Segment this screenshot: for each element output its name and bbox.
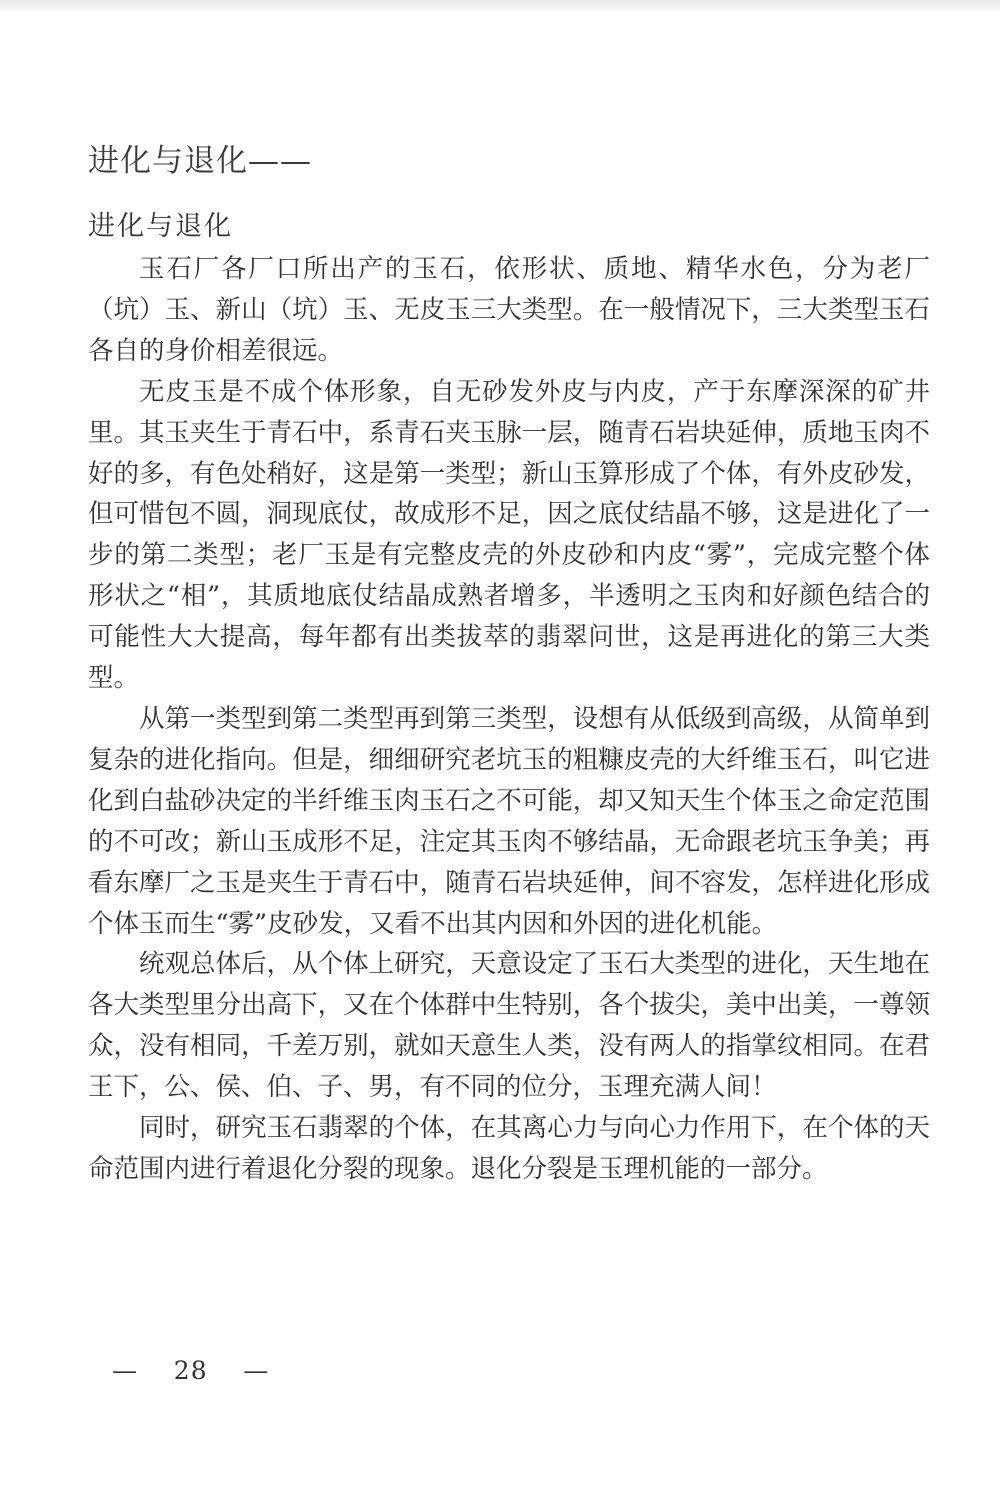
chapter-title: 进化与退化——: [88, 143, 312, 179]
paragraph: 玉石厂各厂口所出产的玉石，依形状、质地、精华水色，分为老厂（坑）玉、新山（坑）玉、无皮玉三大类型。在一般情况下，三大类型玉石各自的身价相差很远。: [88, 254, 930, 366]
paragraph: 统观总体后，从个体上研究，天意设定了玉石大类型的进化，天生地在各大类型里分出高下，又在个体群中生特别，各个拔尖，美中出美，一尊领众，没有相同，千差万别，就如天意生人类，没有两人的指掌纹相同。在君王下，公、侯、伯、子、男，有不同的位分，玉理充满人间！: [88, 949, 930, 1103]
page-number-right-dash: —: [243, 1356, 270, 1385]
paragraph: 同时，研究玉石翡翠的个体，在其离心力与向心力作用下，在个体的天命范围内进行着退化分裂的现象。退化分裂是玉理机能的一部分。: [88, 1113, 930, 1184]
body-text: [88, 249, 930, 1190]
page-number: [112, 1356, 269, 1385]
page-number-value: 28: [173, 1356, 208, 1385]
page-number-left-dash: —: [112, 1356, 138, 1385]
section-title: 进化与退化: [88, 211, 233, 242]
paragraph: 无皮玉是不成个体形象，自无砂发外皮与内皮，产于东摩深深的矿井里。其玉夹生于青石中，系青石夹玉脉一层，随青石岩块延伸，质地玉肉不好的多，有色处稍好，这是第一类型；新山玉算形成了个体，有外皮砂发，但可惜包不圆，洞现底仗，故成形不足，因之底仗结晶不够，这是进化了一步的第二类型；老厂玉是有完整皮壳的外皮砂和内皮“雾”，完成完整个体形状之“相”，其质地底仗结晶成熟者增多，半透明之玉肉和好颜色结合的可能性大大提高，每年都有出类拔萃的翡翠问世，这是再进化的第三大类型。: [88, 376, 930, 694]
paragraph: 从第一类型到第二类型再到第三类型，设想有从低级到高级，从简单到复杂的进化指向。但是，细细研究老坑玉的粗糠皮壳的大纤维玉石，叫它进化到白盐砂决定的半纤维玉肉玉石之不可能，却又知天生个体玉之命定范围的不可改；新山玉成形不足，注定其玉肉不够结晶，无命跟老坑玉争美；再看东摩厂之玉是夹生于青石中，随青石岩块延伸，间不容发，怎样进化形成个体玉而生“雾”皮砂发，又看不出其内因和外因的进化机能。: [88, 703, 930, 939]
